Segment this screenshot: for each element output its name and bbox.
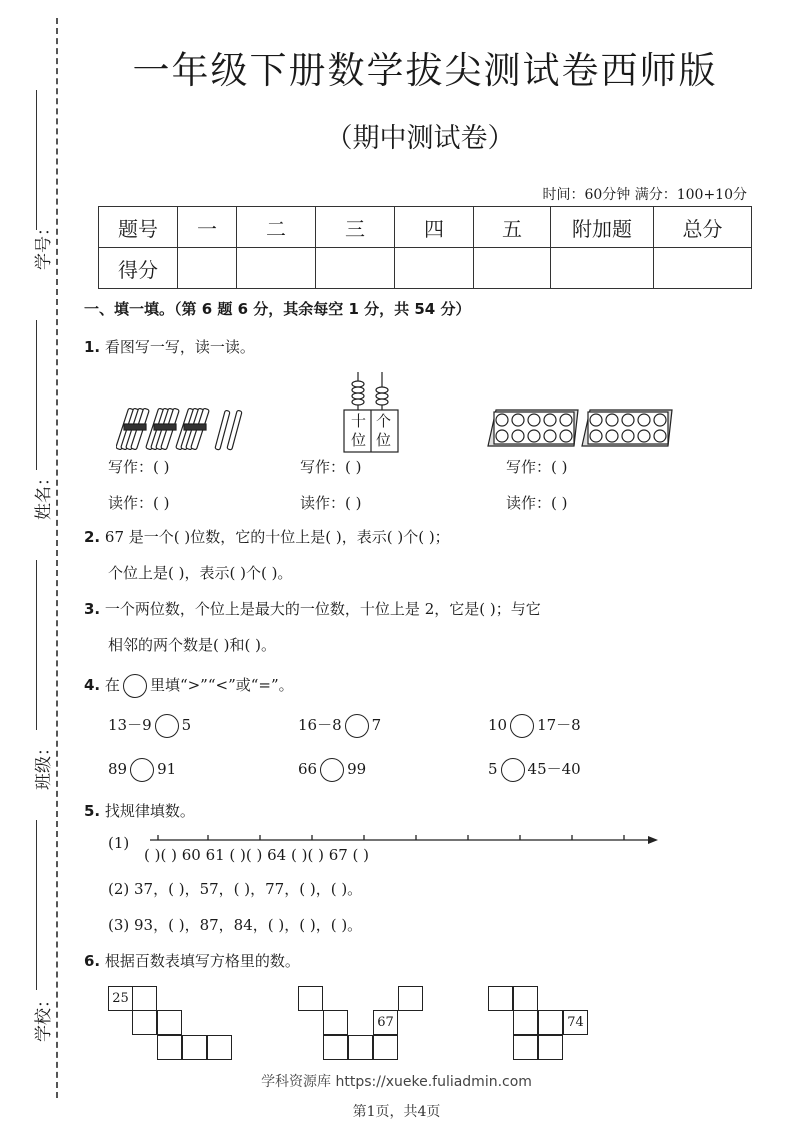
circle-icon (123, 674, 147, 698)
compare-item (488, 714, 581, 738)
score-header-cell: 四 (395, 207, 474, 248)
grid-cell-given: 25 (108, 986, 133, 1011)
page-subtitle: （期中测试卷） (325, 123, 515, 154)
class-label: 班级： (34, 739, 54, 790)
page-number: 第1页，共4页 (352, 1104, 441, 1120)
name-label: 姓名： (34, 469, 54, 520)
q5-part1-sequence: ( )( ) 60 61 ( )( ) 64 ( )( ) 67 ( ) (144, 846, 370, 864)
compare-left: 13－9 (108, 716, 152, 734)
question-text: 看图写一写，读一读。 (104, 338, 255, 356)
compare-item (298, 714, 381, 738)
grid-cell[interactable] (538, 1010, 563, 1035)
score-cell[interactable] (474, 248, 551, 289)
score-cell[interactable] (654, 248, 752, 289)
q1-write-2[interactable]: 写作：( ) (300, 458, 362, 476)
question-1 (84, 336, 255, 357)
score-table (98, 206, 752, 289)
grid-cell[interactable] (298, 986, 323, 1011)
compare-left: 5 (488, 760, 498, 778)
score-row-label: 得分 (99, 248, 178, 289)
score-header-cell: 五 (474, 207, 551, 248)
compare-right: 5 (181, 716, 192, 734)
question-3 (84, 598, 541, 619)
grid-cell[interactable] (513, 986, 538, 1011)
q1-read-1[interactable]: 读作：( ) (108, 494, 170, 512)
score-header-cell: 三 (316, 207, 395, 248)
question-3-line-2: 相邻的两个数是( )和( )。 (108, 636, 276, 654)
abacus-tens-label: 十 (351, 412, 367, 430)
score-cell[interactable] (237, 248, 316, 289)
abacus-ones-label-2: 位 (376, 431, 392, 449)
compare-circle[interactable] (130, 758, 154, 782)
q5-part3: (3) 93，( )，87，84，( )，( )，( )。 (108, 916, 363, 934)
compare-right: 91 (157, 760, 177, 778)
score-header-cell: 附加题 (551, 207, 654, 248)
time-info: 时间：60分钟 满分：100+10分 (542, 187, 747, 203)
compare-circle[interactable] (510, 714, 534, 738)
compare-circle[interactable] (345, 714, 369, 738)
question-5 (84, 800, 195, 821)
grid-cell[interactable] (538, 1035, 563, 1060)
abacus-tens-label-2: 位 (351, 431, 367, 449)
compare-right: 7 (371, 716, 382, 734)
grid-cell[interactable] (207, 1035, 232, 1060)
compare-circle[interactable] (501, 758, 525, 782)
grid-cell[interactable] (182, 1035, 207, 1060)
compare-left: 10 (488, 716, 508, 734)
grid-cell[interactable] (513, 1010, 538, 1035)
ten-frames-image (486, 408, 676, 450)
score-header-cell: 总分 (654, 207, 752, 248)
binding-dashed-line (56, 18, 58, 1098)
score-cell[interactable] (395, 248, 474, 289)
compare-item (108, 758, 176, 782)
q1-write-3[interactable]: 写作：( ) (506, 458, 568, 476)
footer-url: 学科资源库 https://xueke.fuliadmin.com (261, 1074, 532, 1090)
student-id-line (36, 90, 37, 230)
compare-right: 45－40 (527, 760, 581, 778)
q5-part1-label: (1) (108, 834, 130, 852)
compare-circle[interactable] (155, 714, 179, 738)
q1-write-1[interactable]: 写作：( ) (108, 458, 170, 476)
compare-item (108, 714, 191, 738)
section-heading: 一、填一填。（第 6 题 6 分，其余每空 1 分，共 54 分） (84, 300, 471, 318)
compare-left: 66 (298, 760, 318, 778)
grid-cell[interactable] (513, 1035, 538, 1060)
grid-cell-given: 74 (563, 1010, 588, 1035)
score-table-header-row (99, 207, 752, 248)
school-line (36, 820, 37, 990)
question-text: 一个两位数，个位上是最大的一位数，十位上是 2，它是( )；与它 (104, 600, 541, 618)
score-table-score-row (99, 248, 752, 289)
compare-circle[interactable] (320, 758, 344, 782)
question-number: 6. (84, 952, 101, 970)
question-text-pre: 在 (104, 676, 120, 694)
question-number: 1. (84, 338, 101, 356)
question-text-post: 里填“>”“<”或“=”。 (149, 676, 294, 694)
grid-cell[interactable] (398, 986, 423, 1011)
score-cell[interactable] (551, 248, 654, 289)
compare-left: 16－8 (298, 716, 342, 734)
question-6 (84, 950, 300, 971)
student-id-label: 学号： (34, 219, 54, 270)
name-line (36, 320, 37, 470)
question-2 (84, 526, 450, 547)
question-text: 67 是一个( )位数，它的十位上是( )，表示( )个( )； (104, 528, 450, 546)
question-2-line-2: 个位上是( )，表示( )个( )。 (108, 564, 293, 582)
compare-right: 17－8 (537, 716, 581, 734)
grid-cell[interactable] (132, 986, 157, 1011)
question-number: 3. (84, 600, 101, 618)
class-line (36, 560, 37, 730)
question-number: 2. (84, 528, 101, 546)
question-text: 找规律填数。 (104, 802, 195, 820)
compare-right: 99 (347, 760, 367, 778)
school-label: 学校： (34, 991, 54, 1042)
grid-cell[interactable] (488, 986, 513, 1011)
grid-cell[interactable] (157, 1010, 182, 1035)
grid-cell[interactable] (132, 1010, 157, 1035)
score-cell[interactable] (178, 248, 237, 289)
grid-cell[interactable] (323, 1010, 348, 1035)
grid-cell[interactable] (348, 1035, 373, 1060)
page-title: 一年级下册数学拔尖测试卷西师版 (132, 49, 718, 92)
score-header-cell: 题号 (99, 207, 178, 248)
q1-read-2[interactable]: 读作：( ) (300, 494, 362, 512)
score-cell[interactable] (316, 248, 395, 289)
compare-item (488, 758, 581, 782)
question-text: 根据百数表填写方格里的数。 (104, 952, 300, 970)
score-header-cell: 一 (178, 207, 237, 248)
abacus-labels (351, 412, 391, 450)
question-number: 5. (84, 802, 101, 820)
q5-part2: (2) 37，( )，57，( )，77，( )，( )。 (108, 880, 363, 898)
question-number: 4. (84, 676, 101, 694)
q1-read-3[interactable]: 读作：( ) (506, 494, 568, 512)
score-header-cell: 二 (237, 207, 316, 248)
question-4 (84, 674, 294, 698)
compare-item (298, 758, 366, 782)
grid-cell[interactable] (323, 1035, 348, 1060)
compare-left: 89 (108, 760, 128, 778)
stick-bundles-image (116, 404, 248, 454)
grid-cell[interactable] (157, 1035, 182, 1060)
grid-cell-given: 67 (373, 1010, 398, 1035)
abacus-ones-label: 个 (376, 412, 392, 430)
grid-cell[interactable] (373, 1035, 398, 1060)
